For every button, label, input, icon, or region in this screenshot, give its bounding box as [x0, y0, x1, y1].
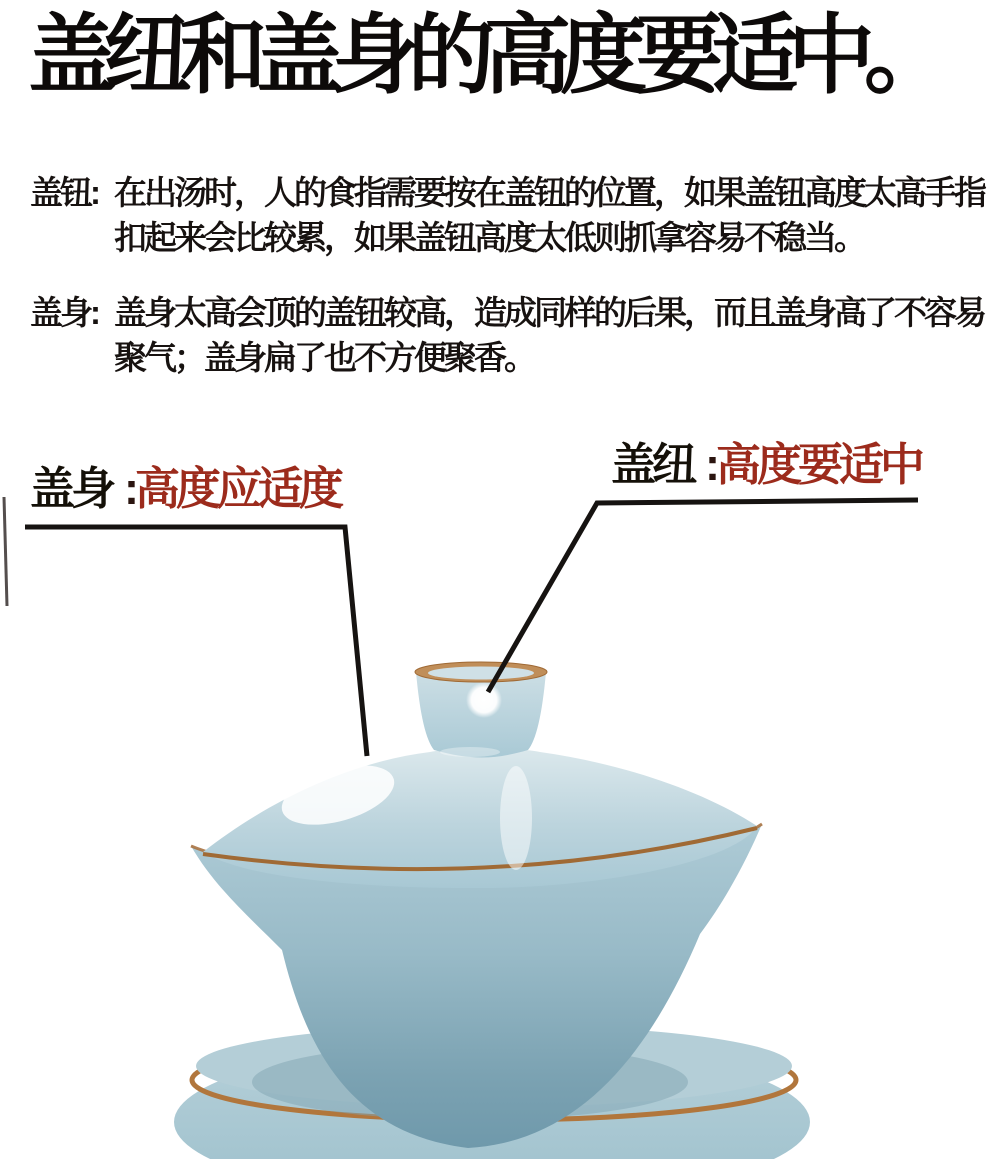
- knob-top-inner: [428, 667, 534, 680]
- knob-highlight-spot: [466, 682, 502, 718]
- leader-line-lid-body: [25, 527, 367, 756]
- callout-term: 盖身: [30, 463, 113, 514]
- callout-separator: :: [124, 463, 136, 514]
- knob-base-reflection: [440, 747, 500, 757]
- callout-term: 盖纽: [611, 439, 694, 490]
- paragraph-line: 在出汤时，人的食指需要按在盖钮的位置，如果盖钮高度太高手指: [114, 174, 984, 211]
- paragraph-label-lid-knob: 盖钮:: [30, 174, 98, 211]
- lid-highlight-streak: [500, 766, 532, 870]
- callout-note: 高度应适度: [135, 463, 341, 514]
- page-title: 盖纽和盖身的高度要适中。: [28, 7, 940, 104]
- paragraph-line: 扣起来会比较累，如果盖钮高度太低则抓拿容易不稳当。: [114, 219, 864, 256]
- callout-note: 高度要适中: [716, 439, 922, 490]
- paragraph-label-lid-body: 盖身:: [30, 294, 98, 331]
- left-edge-artifact-line: [4, 497, 7, 606]
- leader-line-lid-knob: [488, 500, 918, 692]
- paragraph-line: 盖身太高会顶的盖钮较高，造成同样的后果，而且盖身高了不容易: [114, 294, 984, 331]
- paragraph-line: 聚气；盖身扁了也不方便聚香。: [114, 339, 534, 376]
- callout-separator: :: [705, 439, 717, 490]
